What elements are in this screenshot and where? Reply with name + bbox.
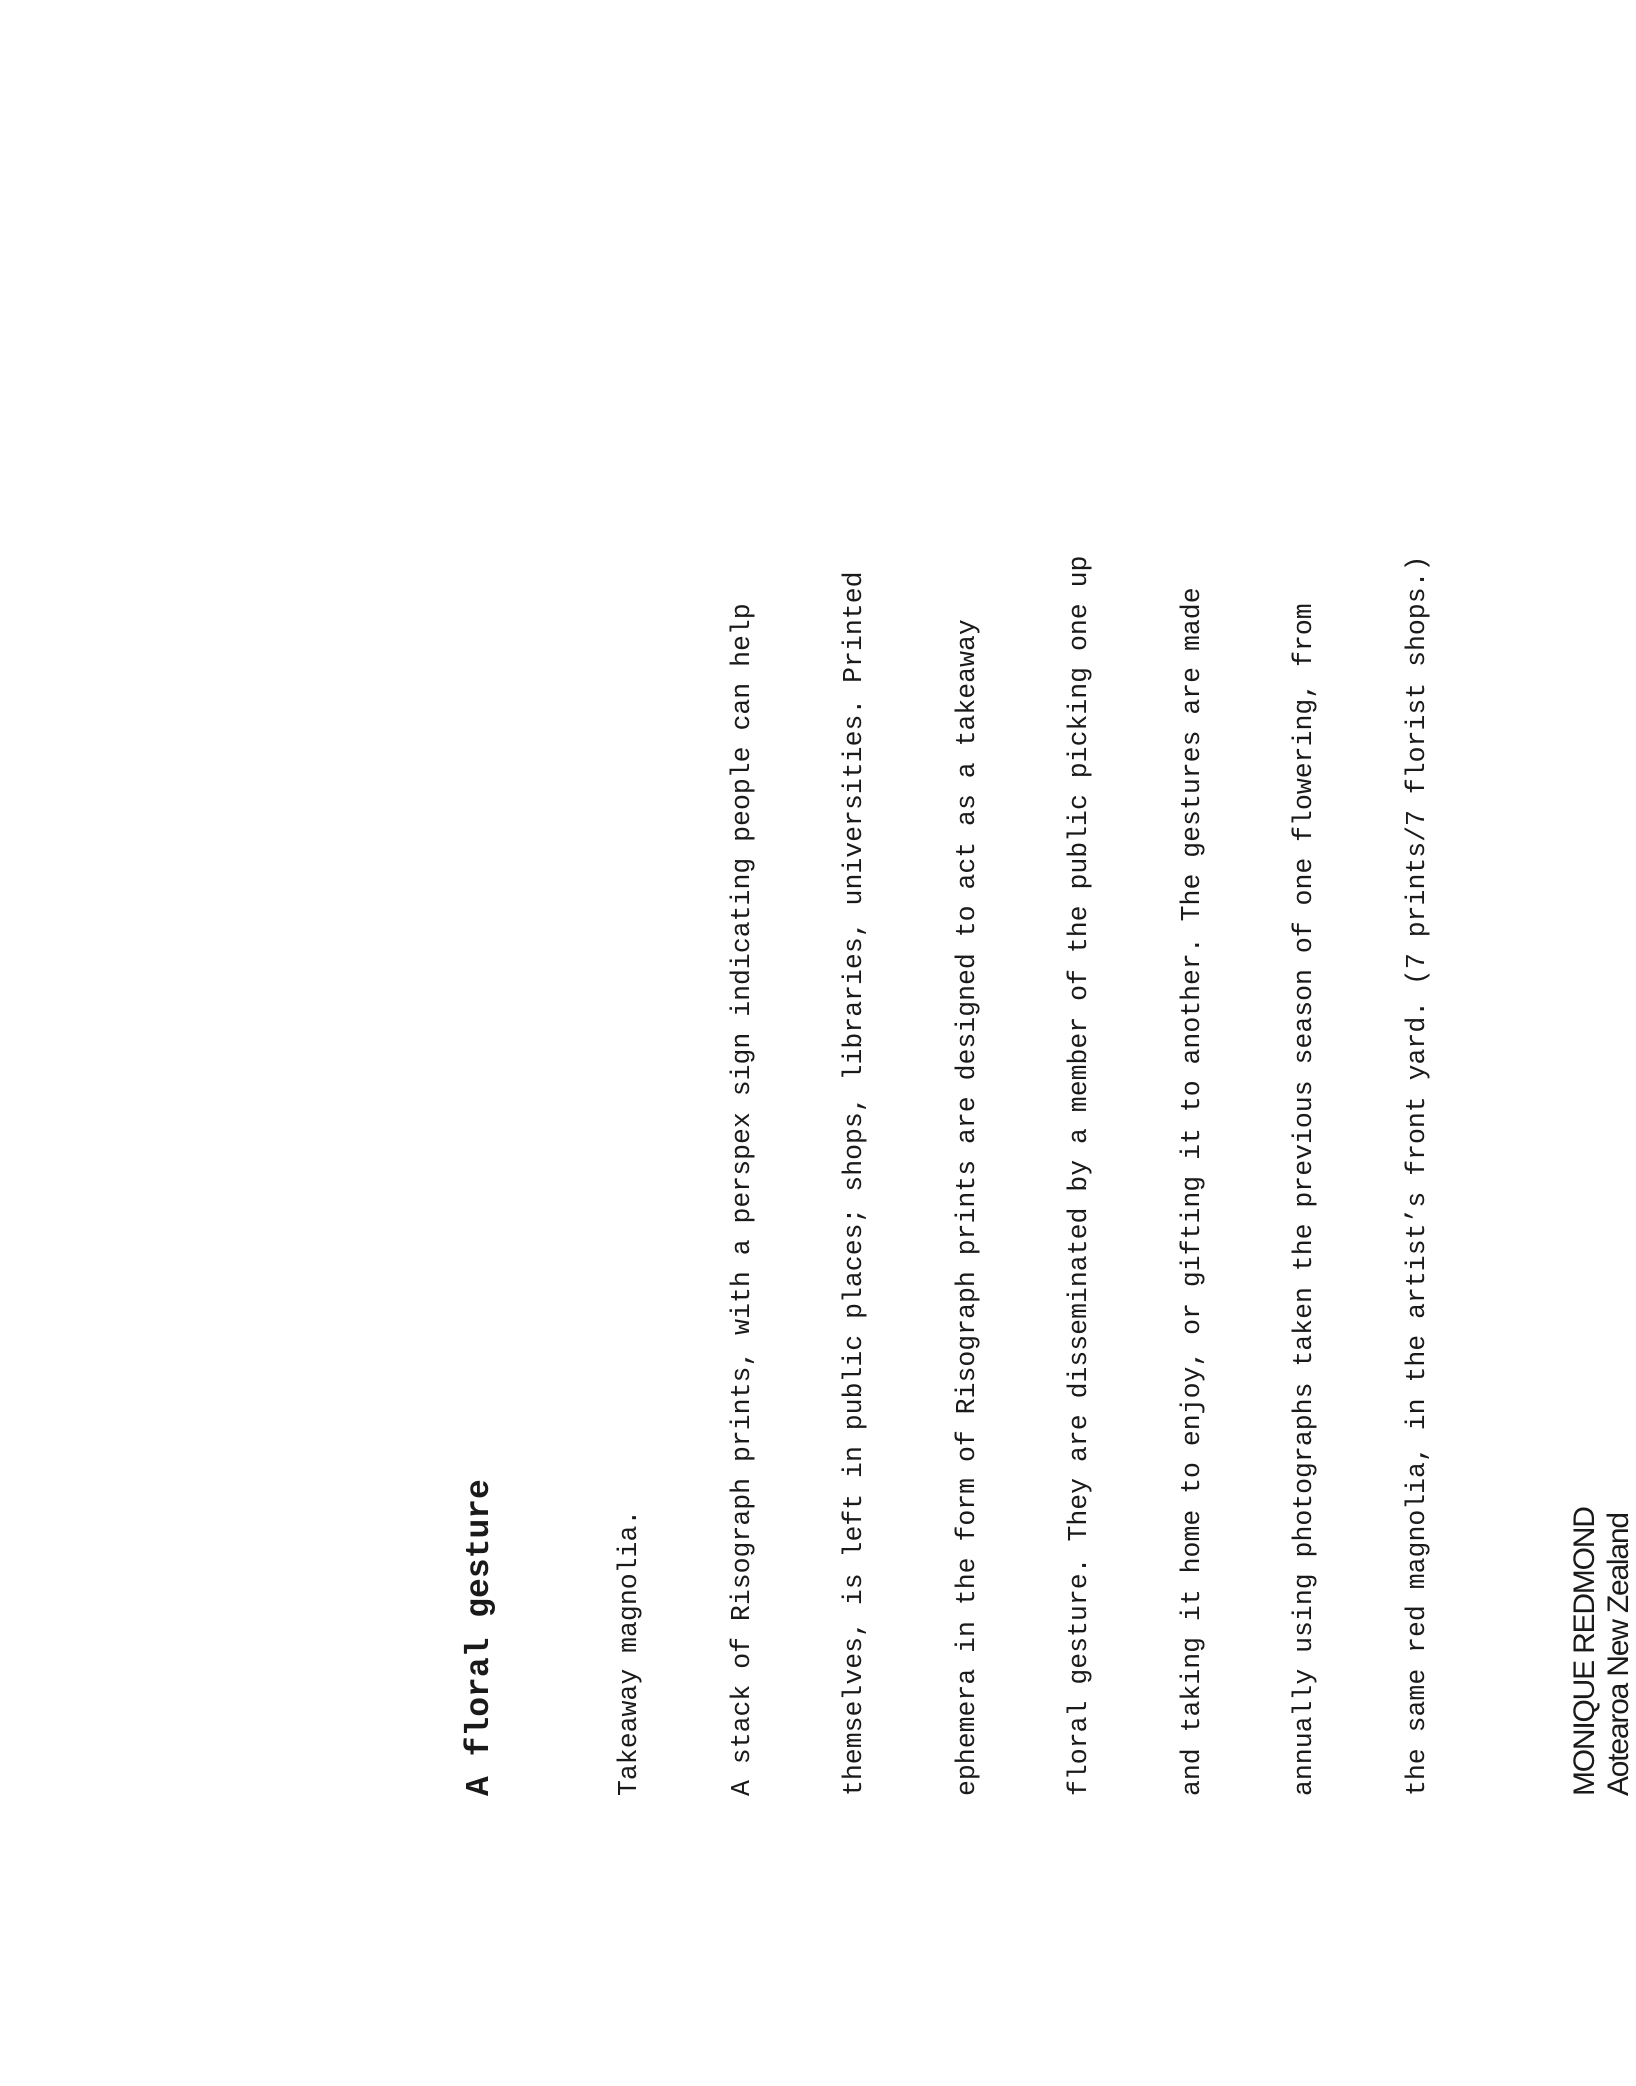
description-line: annually using photographs taken the previous season of one flowering, from [1289, 603, 1319, 1796]
work-subtitle: Takeaway magnolia. [614, 1509, 644, 1796]
description-line: themselves, is left in public places; shops, libraries, universities. Printed [839, 571, 869, 1796]
description-line: and taking it home to enjoy, or gifting it to another. The gestures are made [1176, 587, 1207, 1796]
description-line: ephemera in the form of Risograph prints are designed to act as a takeaway [951, 619, 982, 1796]
artist-name: MONIQUE REDMOND [1568, 1507, 1601, 1796]
description-line: floral gesture. They are disseminated by a member of the public picking one up [1064, 555, 1094, 1796]
description-line: A stack of Risograph prints, with a perspex sign indicating people can help [726, 603, 757, 1796]
description-line: the same red magnolia, in the artist’s front yard. (7 prints/7 florist shops.) [1401, 555, 1432, 1796]
artist-credit [1568, 316, 1636, 1796]
rotated-text-block [460, 316, 1635, 1796]
work-title: A floral gesture [461, 1479, 498, 1796]
artist-location: Aotearoa New Zealand [1602, 1513, 1635, 1796]
work-description [536, 316, 1511, 1796]
